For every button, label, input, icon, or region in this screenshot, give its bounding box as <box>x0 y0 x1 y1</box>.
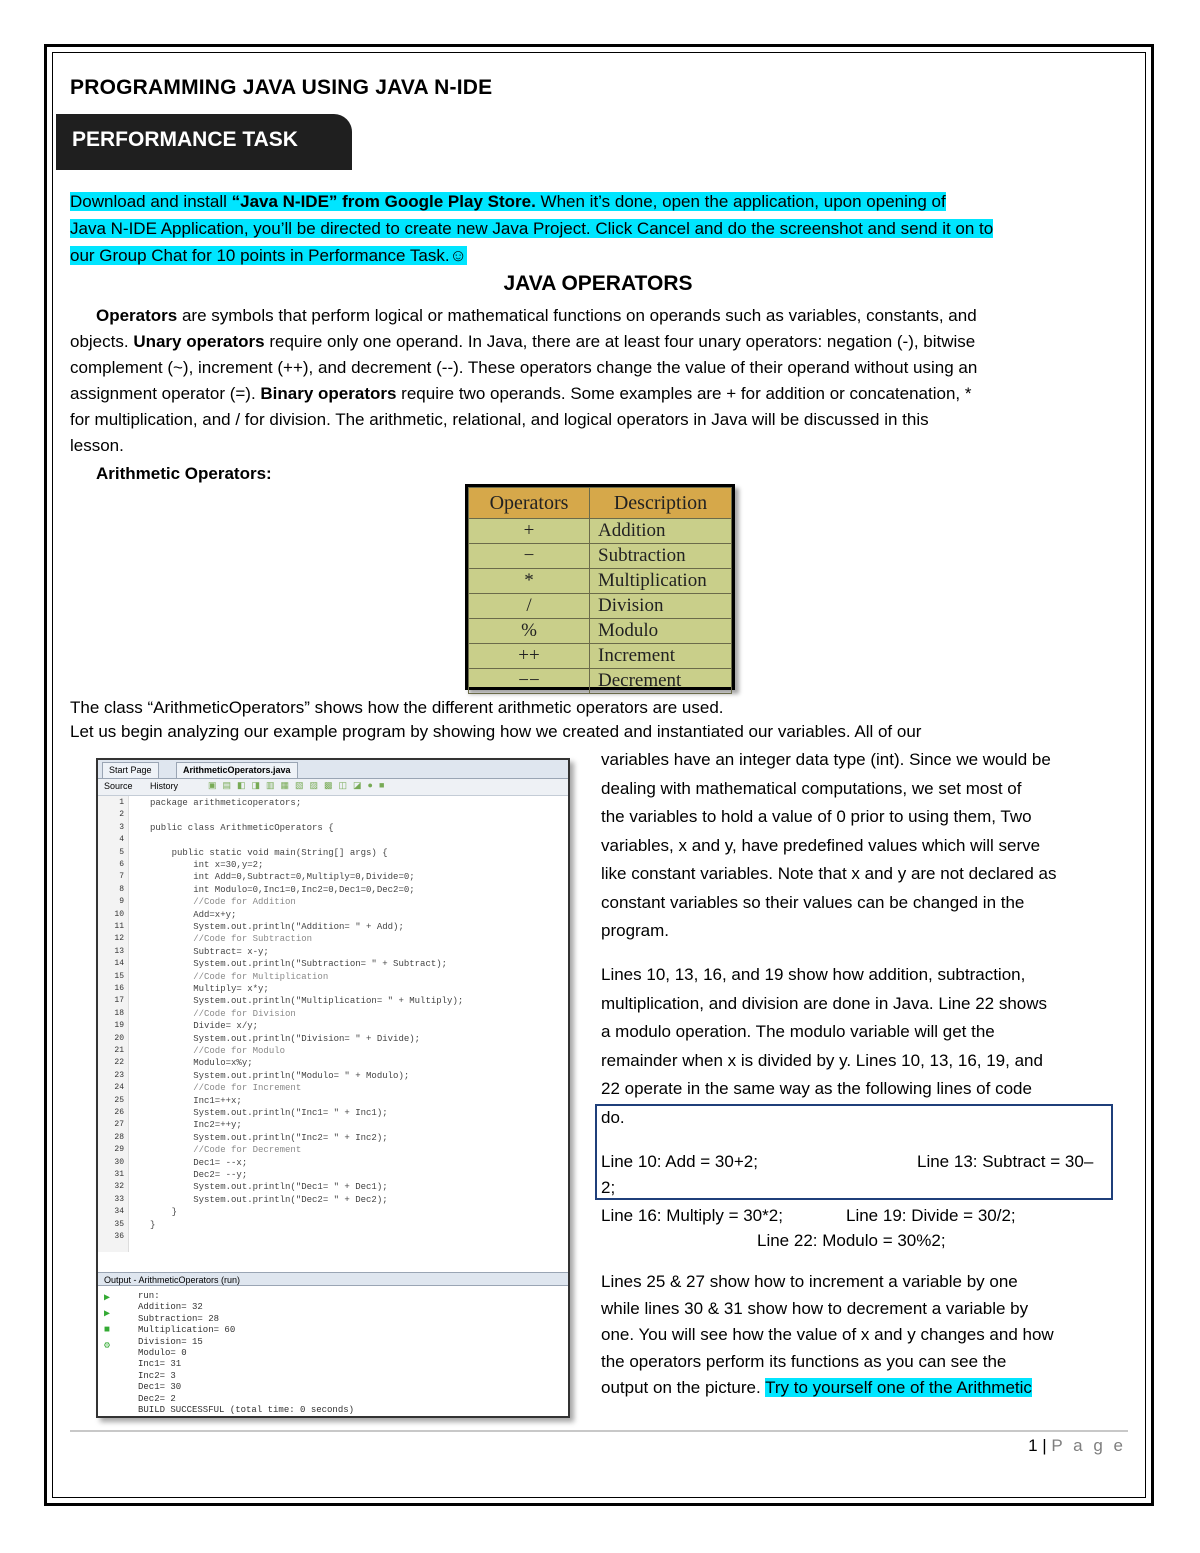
lines-para-line: a modulo operation. The modulo variable will get the <box>601 1022 995 1042</box>
code-line-number: 24 <box>114 1083 124 1093</box>
intro-line-1: Operators are symbols that perform logical or mathematical functions on operands such as variables, constants, and <box>96 306 977 325</box>
output-line: Multiplication= 60 <box>138 1325 236 1336</box>
ide-toolbar-icons: ▣▤◧◨▥▦▧▨▩◫◪●■ <box>208 780 391 790</box>
op-symbol: / <box>469 594 590 619</box>
code-line-text: package arithmeticoperators; <box>150 798 302 808</box>
operator-table <box>468 487 732 694</box>
right-col-line: like constant variables. Note that x and y are not declared as <box>601 864 1057 883</box>
code-line-number: 2 <box>119 810 124 820</box>
task-text-b: “Java N-IDE” from Google Play Store. <box>231 192 536 211</box>
code-line-number: 25 <box>114 1095 124 1105</box>
code-line-number: 32 <box>114 1182 124 1192</box>
output-line: run: <box>138 1291 160 1301</box>
ide-tab-start: Start Page <box>102 762 159 778</box>
operator-table-image <box>465 484 735 690</box>
code-line-text: Inc2=++y; <box>150 1120 242 1131</box>
op-symbol: % <box>469 619 590 644</box>
intro-line-5: for multiplication, and / for division. The arithmetic, relational, and logical operators in Java will be discussed in this <box>70 410 929 429</box>
op-description: Decrement <box>590 669 732 694</box>
code-line-number: 11 <box>114 922 124 931</box>
ide-toolbar <box>98 779 568 796</box>
code-line-number: 15 <box>114 971 124 981</box>
code-line-number: 31 <box>114 1170 124 1179</box>
op-description: Addition <box>590 519 732 544</box>
incr-para-line: while lines 30 & 31 show how to decrement a variable by <box>601 1298 1029 1318</box>
code-line-number: 8 <box>119 884 124 894</box>
incr-para-line: Lines 25 & 27 show how to increment a variable by one <box>601 1272 1018 1291</box>
op-row <box>469 644 732 669</box>
code-line-number: 36 <box>114 1232 124 1241</box>
op-symbol: * <box>469 569 590 594</box>
code-line-13: Line 13: Subtract = 30– <box>917 1152 1094 1171</box>
code-line-text: Dec1= --x; <box>150 1157 248 1168</box>
intro-line-3: complement (~), increment (++), and decrement (--). These operators change the value of their operand without using an <box>70 358 978 377</box>
code-line-text: } <box>150 1207 178 1218</box>
code-line-number: 18 <box>114 1008 124 1018</box>
op-row <box>469 544 732 569</box>
code-line-10: Line 10: Add = 30+2; <box>601 1152 758 1171</box>
right-col-line: variables, x and y, have predefined values which will serve <box>601 835 1041 855</box>
code-line-text: System.out.println("Multiplication= " + Multiply); <box>150 996 464 1007</box>
code-line-16: Line 16: Multiply = 30*2; <box>601 1206 783 1225</box>
incr-para-line: one. You will see how the value of x and y changes and how <box>601 1325 1054 1344</box>
output-line: Addition= 32 <box>138 1302 203 1313</box>
lines-para-line: 22 operate in the same way as the following lines of code <box>601 1079 1032 1099</box>
ide-source-tab: Source <box>104 781 133 791</box>
op-symbol: + <box>469 519 590 544</box>
op-row <box>469 594 732 619</box>
task-text-c: When it’s done, open the application, upon opening of <box>535 192 946 211</box>
code-line-number: 33 <box>114 1194 124 1204</box>
code-line-number: 5 <box>119 847 124 857</box>
op-description: Multiplication <box>590 569 732 594</box>
code-line-number: 34 <box>114 1207 124 1217</box>
code-line-19: Line 19: Divide = 30/2; <box>846 1206 1016 1225</box>
code-line-13-cont: 2; <box>601 1178 616 1197</box>
banner-label: PERFORMANCE TASK <box>72 128 298 151</box>
code-line-number: 29 <box>114 1145 124 1155</box>
code-line-text: System.out.println("Division= " + Divide); <box>150 1033 421 1044</box>
output-line: BUILD SUCCESSFUL (total time: 0 seconds) <box>138 1405 355 1415</box>
op-description: Increment <box>590 644 732 669</box>
begin-line: Let us begin analyzing our example program by showing how we created and instantiated our variables. All of our <box>70 722 922 741</box>
code-line-number: 1 <box>119 798 124 807</box>
code-line-number: 20 <box>114 1033 124 1043</box>
code-line-text: int Add=0,Subtract=0,Multiply=0,Divide=0; <box>150 872 415 883</box>
incr-line-last: output on the picture. Try to yourself one of the Arithmetic <box>601 1378 1032 1397</box>
page-number: 1 <box>1028 1436 1038 1455</box>
class-line: The class “ArithmeticOperators” shows how the different arithmetic operators are used. <box>70 698 724 717</box>
code-line-number: 16 <box>114 984 124 993</box>
code-line-text: //Code for Addition <box>150 897 296 908</box>
ide-history-tab: History <box>150 781 179 791</box>
code-line-number: 22 <box>114 1058 124 1068</box>
right-col-line: dealing with mathematical computations, we set most of <box>601 778 1022 798</box>
incr-para-line: the operators perform its functions as you can see the <box>601 1351 1007 1371</box>
code-line-number: 14 <box>114 959 124 969</box>
code-line-number: 30 <box>114 1157 124 1167</box>
code-line-text: System.out.println("Inc1= " + Inc1); <box>150 1108 388 1118</box>
ide-tab-bar <box>98 760 568 779</box>
task-text-a: Download and install <box>70 192 232 211</box>
code-line-number: 9 <box>119 897 124 907</box>
task-line-3: our Group Chat for 10 points in Performance Task.☺ <box>70 246 467 265</box>
right-col-line: variables have an integer data type (int). Since we would be <box>601 750 1051 769</box>
code-line-text: public class ArithmeticOperators { <box>150 822 334 833</box>
lines-para-line: do. <box>601 1108 625 1127</box>
op-row <box>469 619 732 644</box>
code-line-number: 3 <box>119 822 124 832</box>
code-line-text: Multiply= x*y; <box>150 984 269 994</box>
op-description: Subtraction <box>590 544 732 569</box>
code-line-text: //Code for Subtraction <box>150 934 313 945</box>
intro-line-2: objects. Unary operators require only one operand. In Java, there are at least four unary operators: negation (-), bitwise <box>70 332 976 351</box>
output-line: Dec1= 30 <box>138 1382 182 1393</box>
code-line-number: 27 <box>114 1120 124 1130</box>
op-symbol: − <box>469 544 590 569</box>
op-symbol: −− <box>469 669 590 694</box>
arithmetic-heading: Arithmetic Operators: <box>96 464 272 483</box>
code-line-text: System.out.println("Subtraction= " + Subtract); <box>150 959 448 970</box>
code-line-text: Modulo=x%y; <box>150 1058 253 1069</box>
ide-output-area <box>98 1287 568 1417</box>
code-line-number: 26 <box>114 1108 124 1117</box>
code-line-text: //Code for Multiplication <box>150 971 329 982</box>
output-line: Dec2= 2 <box>138 1393 176 1404</box>
op-row <box>469 669 732 694</box>
code-line-text: System.out.println("Dec1= " + Dec1); <box>150 1182 388 1193</box>
code-line-text: public static void main(String[] args) { <box>150 847 388 858</box>
intro-line-4: assignment operator (=). Binary operators require two operands. Some examples are + for addition or concatenation, * <box>70 384 972 403</box>
page-footer: 1 | P a g e <box>1028 1436 1126 1455</box>
code-line-text: int Modulo=0,Inc1=0,Inc2=0,Dec1=0,Dec2=0; <box>150 884 415 895</box>
output-line: Division= 15 <box>138 1336 203 1347</box>
footer-divider <box>70 1430 1128 1432</box>
ide-output-tab: Output - ArithmeticOperators (run) <box>98 1272 568 1286</box>
code-line-text: //Code for Division <box>150 1008 296 1019</box>
output-line: Modulo= 0 <box>138 1348 187 1358</box>
code-line-number: 4 <box>119 835 124 845</box>
code-line-text: //Code for Modulo <box>150 1046 286 1056</box>
code-line-number: 19 <box>114 1021 124 1031</box>
code-line-number: 13 <box>114 946 124 956</box>
op-row <box>469 519 732 544</box>
right-col-line: constant variables so their values can be changed in the <box>601 892 1025 912</box>
section-heading: JAVA OPERATORS <box>503 272 693 295</box>
intro-line-6: lesson. <box>70 436 124 455</box>
output-line: Inc1= 31 <box>138 1359 182 1370</box>
right-col-line: program. <box>601 921 670 940</box>
op-description: Division <box>590 594 732 619</box>
output-line: Subtraction= 28 <box>138 1313 220 1324</box>
code-line-text: Subtract= x-y; <box>150 946 269 957</box>
code-line-text: } <box>150 1219 156 1230</box>
lines-para-line: multiplication, and division are done in Java. Line 22 shows <box>601 993 1048 1013</box>
op-row <box>469 569 732 594</box>
code-line-text: Divide= x/y; <box>150 1021 259 1032</box>
task-line-1 <box>70 188 946 216</box>
code-line-number: 12 <box>114 934 124 944</box>
code-line-text: int x=30,y=2; <box>150 860 264 870</box>
op-description: Modulo <box>590 619 732 644</box>
ide-screenshot <box>96 758 570 1418</box>
code-line-number: 10 <box>114 909 124 919</box>
right-col-line: the variables to hold a value of 0 prior to using them, Two <box>601 807 1032 826</box>
document-title: PROGRAMMING JAVA USING JAVA N-IDE <box>70 76 493 99</box>
output-line: Inc2= 3 <box>138 1370 176 1381</box>
code-line-text: Dec2= --y; <box>150 1170 248 1180</box>
lines-para-line: remainder when x is divided by y. Lines 10, 13, 16, 19, and <box>601 1050 1043 1070</box>
code-line-number: 21 <box>114 1046 124 1055</box>
ide-tab-file: ArithmeticOperators.java <box>176 762 298 778</box>
op-header-description: Description <box>590 488 732 519</box>
code-line-number: 28 <box>114 1132 124 1142</box>
code-line-number: 23 <box>114 1070 124 1080</box>
code-line-text: System.out.println("Modulo= " + Modulo); <box>150 1070 410 1081</box>
code-line-text: Add=x+y; <box>150 909 237 920</box>
run-icons: ▶ ▶ ■ ⚙ <box>104 1293 111 1352</box>
page-label: P a g e <box>1051 1436 1126 1455</box>
performance-task-banner <box>56 114 352 170</box>
code-line-number: 7 <box>119 872 124 882</box>
code-line-text: System.out.println("Dec2= " + Dec2); <box>150 1194 388 1205</box>
lines-para-line: Lines 10, 13, 16, and 19 show how addition, subtraction, <box>601 965 1026 984</box>
ide-code-area <box>98 796 568 1252</box>
code-line-text: //Code for Increment <box>150 1083 302 1094</box>
code-line-text: //Code for Decrement <box>150 1145 302 1156</box>
code-line-number: 35 <box>114 1219 124 1229</box>
code-line-number: 6 <box>119 860 124 869</box>
op-header-operators: Operators <box>469 488 590 519</box>
op-symbol: ++ <box>469 644 590 669</box>
task-line-2: Java N-IDE Application, you’ll be directed to create new Java Project. Click Cancel and do the screenshot and send it on to <box>70 219 994 238</box>
code-line-22: Line 22: Modulo = 30%2; <box>757 1231 946 1250</box>
code-line-text: Inc1=++x; <box>150 1095 242 1106</box>
code-line-text: System.out.println("Inc2= " + Inc2); <box>150 1132 388 1143</box>
code-line-text: System.out.println("Addition= " + Add); <box>150 922 404 932</box>
code-line-number: 17 <box>114 996 124 1006</box>
